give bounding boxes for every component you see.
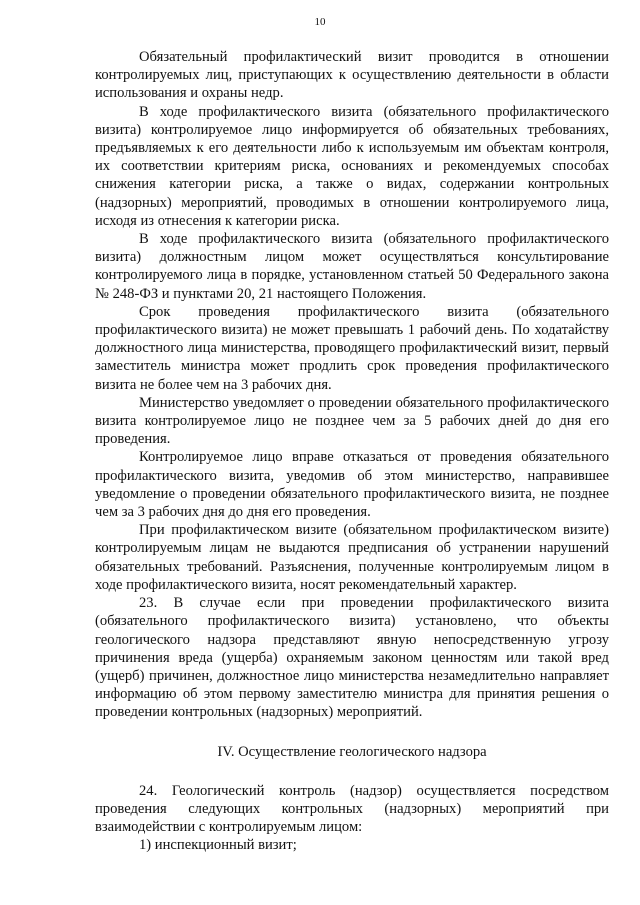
paragraph-visit-notification: Министерство уведомляет о проведении обязательного профилактического визита контролируемое лицо не позднее чем за 5 рабочих дней до дня его проведения. [95,394,609,448]
page-number: 10 [314,16,326,28]
paragraph-visit-refusal: Контролируемое лицо вправе отказаться от проведения обязательного профилактического визита, уведомив об этом министерство, направившее уведомление о проведении обязательного профилактического визита, не позднее чем за 3 рабочих дня до дня его проведения. [95,449,609,521]
paragraph-visit-no-orders: При профилактическом визите (обязательном профилактическом визите) контролируемым лицам не выдаются предписания об устранении нарушений обязательных требований. Разъяснения, полученные контролируемым лицом в ходе профилактического визита, носят рекомендательный характер. [95,522,609,593]
paragraph-visit-duration: Срок проведения профилактического визита (обязательного профилактического визита) не может превышать 1 рабочий день. По ходатайству должностного лица министерства, проводящего профилактический визит, первый заместитель министра может продлить срок проведения профилактического визита не более чем на 3 рабочих дня. [95,303,609,393]
paragraph-mandatory-visit-scope: Обязательный профилактический визит проводится в отношении контролируемых лиц, приступающих к осуществлению деятельности в области использования и охраны недр. [95,49,609,102]
list-item-inspection-visit: 1) инспекционный визит; [139,837,297,854]
paragraph-visit-informing: В ходе профилактического визита (обязательного профилактического визита) контролируемое лицо информируется об обязательных требованиях, предъявляемых к его деятельности либо к используемым им объектам контроля, их соответствии критериям риска, основаниях и рекомендуемых способах снижения категории риска, а также о видах, содержании контрольных (надзорных) мероприятий, проводимых в отношении контролируемого лица, исходя из отнесения к категории риска. [95,103,609,229]
paragraph-clause-24: 24. Геологический контроль (надзор) осуществляется посредством проведения следующих контрольных (надзорных) мероприятий при взаимодействии с контролируемым лицом: [95,782,609,836]
paragraph-visit-consulting: В ходе профилактического визита (обязательного профилактического визита) должностным лицом может осуществляться консультирование контролируемого лица в порядке, установленном статьей 50 Федерального закона № 248-ФЗ и пунктами 20, 21 настоящего Положения. [95,231,609,302]
section-heading: IV. Осуществление геологического надзора [217,743,487,760]
document-body [95,48,609,855]
paragraph-clause-23: 23. В случае если при проведении профилактического визита (обязательного профилактического визита) установлено, что объекты геологического надзора представляют явную непосредственную угрозу причинения вреда (ущерба) охраняемым законом ценностям или такой вред (ущерб) причинен, должностное лицо министерства незамедлительно направляет информацию об этом первому заместителю министра для принятия решения о проведении контрольных (надзорных) мероприятий. [95,595,609,721]
